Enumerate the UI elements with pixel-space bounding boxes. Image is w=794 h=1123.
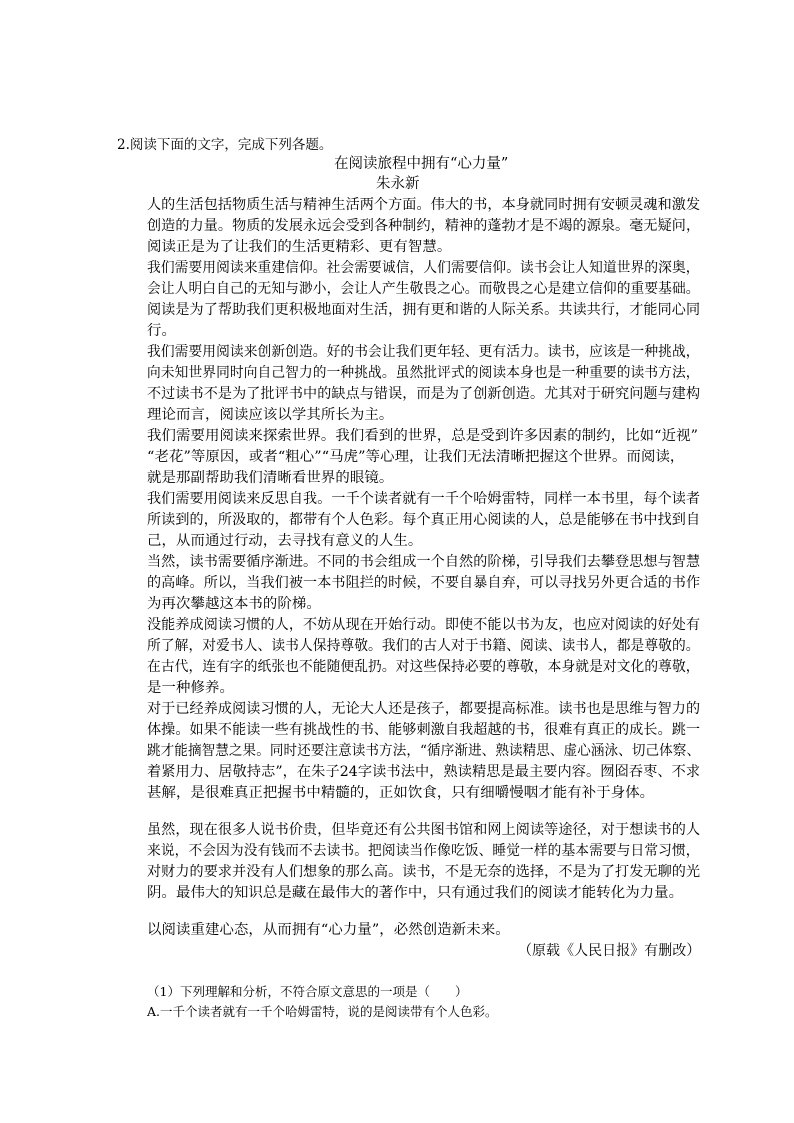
paragraph-line: 对财力的要求并没有人们想象的那么高。读书，不是无奈的选择，不是为了打发无聊的光 bbox=[147, 864, 701, 880]
paragraph-line: 所读到的，所汲取的，都带有个人色彩。每个真正用心阅读的人，总是能够在书中找到自 bbox=[147, 512, 701, 528]
paragraph-line: 阴。最伟大的知识总是藏在最伟大的著作中，只有通过我们的阅读才能转化为力量。 bbox=[147, 885, 684, 901]
paragraph-line: 所了解，对爱书人、读书人保持尊敬。我们的古人对于书籍、阅读、读书人，都是尊敬的。 bbox=[147, 638, 700, 654]
paragraph-line: 会让人明白自己的无知与渺小，会让人产生敬畏之心。而敬畏之心是建立信仰的重要基础。 bbox=[147, 281, 700, 297]
paragraph-line: 我们需要用阅读来反思自我。一千个读者就有一千个哈姆雷特，同样一本书里，每个读者 bbox=[147, 491, 701, 507]
paragraph-line: 创造的力量。物质的发展永远会受到各种制约，精神的蓬勃才是不竭的源泉。毫无疑问， bbox=[147, 218, 701, 234]
paragraph-line: 我们需要用阅读来创新创造。好的书会让我们更年轻、更有活力。读书，应该是一种挑战， bbox=[147, 344, 700, 360]
article-title: 在阅读旅程中拥有“心力量” bbox=[334, 156, 509, 172]
paragraph-line: 来说，不会因为没有钱而不去读书。把阅读当作像吃饭、睡觉一样的基本需要与日常习惯， bbox=[147, 843, 700, 859]
article-source: （原载《人民日报》有删改） bbox=[518, 943, 701, 959]
question-intro: 2.阅读下面的文字，完成下列各题。 bbox=[117, 137, 333, 153]
paragraph-line: 我们需要用阅读来探索世界。我们看到的世界，总是受到许多因素的制约，比如“近视” bbox=[147, 428, 699, 444]
paragraph-line: 着紧用力、居敬持志”，在朱子24字读书法中，熟读精思是最主要内容。囫囵吞枣、不求 bbox=[147, 764, 701, 780]
paragraph-line: 当然，读书需要循序渐进。不同的书会组成一个自然的阶梯，引导我们去攀登思想与智慧 bbox=[147, 554, 701, 570]
paragraph-line: 为再次攀越这本书的阶梯。 bbox=[147, 596, 321, 612]
paragraph-line: 是一种修养。 bbox=[147, 680, 234, 696]
paragraph-line: 行。 bbox=[147, 323, 176, 339]
paragraph-line: 体操。如果不能读一些有挑战性的书、能够刺激自我超越的书，很难有真正的成长。跳一 bbox=[147, 722, 701, 738]
paragraph-line: “老花”等原因，或者“粗心”“马虎”等心理，让我们无法清晰把握这个世界。而阅读， bbox=[147, 449, 685, 465]
paragraph-line: 对于已经养成阅读习惯的人，无论大人还是孩子，都要提高标准。读书也是思维与智力的 bbox=[147, 701, 701, 717]
paragraph-line: 向未知世界同时向自己智力的一种挑战。虽然批评式的阅读本身也是一种重要的读书方法， bbox=[147, 365, 700, 381]
paragraph-line: 我们需要用阅读来重建信仰。社会需要诚信，人们需要信仰。读书会让人知道世界的深奥， bbox=[147, 260, 700, 276]
paragraph-line: 的高峰。所以，当我们被一本书阻拦的时候，不要自暴自弃，可以寻找另外更合适的书作 bbox=[147, 575, 701, 591]
question-stem: （1）下列理解和分析，不符合原文意思的一项是（ ） bbox=[147, 984, 468, 999]
question-option-a: A.一千个读者就有一千个哈姆雷特，说的是阅读带有个人色彩。 bbox=[147, 1004, 498, 1019]
paragraph-line: 就是那副帮助我们清晰看世界的眼镜。 bbox=[147, 470, 394, 486]
paragraph-line: 阅读正是为了让我们的生活更精彩、更有智慧。 bbox=[147, 239, 452, 255]
paragraph-line: 不过读书不是为了批评书中的缺点与错误，而是为了创新创造。尤其对于研究问题与建构 bbox=[147, 386, 701, 402]
paragraph-line: 以阅读重建心态，从而拥有“心力量”，必然创造新未来。 bbox=[147, 922, 510, 938]
paragraph-line: 甚解，是很难真正把握书中精髓的，正如饮食，只有细嚼慢咽才能有补于身体。 bbox=[147, 785, 655, 801]
paragraph-line: 理论而言，阅读应该以学其所长为主。 bbox=[147, 407, 394, 423]
paragraph-line: 己，从而通过行动，去寻找有意义的人生。 bbox=[147, 533, 423, 549]
paragraph-line: 人的生活包括物质生活与精神生活两个方面。伟大的书，本身就同时拥有安顿灵魂和激发 bbox=[147, 197, 701, 213]
paragraph-line: 跳才能摘智慧之果。同时还要注意读书方法，“循序渐进、熟读精思、虚心涵泳、切己体察、 bbox=[147, 743, 701, 759]
paragraph-line: 没能养成阅读习惯的人，不妨从现在开始行动。即使不能以书为友，也应对阅读的好处有 bbox=[147, 617, 701, 633]
paragraph-line: 虽然，现在很多人说书价贵，但毕竟还有公共图书馆和网上阅读等途径，对于想读书的人 bbox=[147, 822, 701, 838]
paragraph-line: 在古代，连有字的纸张也不能随便乱扔。对这些保持必要的尊敬，本身就是对文化的尊敬， bbox=[147, 659, 700, 675]
paragraph-line: 阅读是为了帮助我们更积极地面对生活，拥有更和谐的人际关系。共读共行，才能同心同 bbox=[147, 302, 701, 318]
article-author: 朱永新 bbox=[376, 176, 420, 192]
